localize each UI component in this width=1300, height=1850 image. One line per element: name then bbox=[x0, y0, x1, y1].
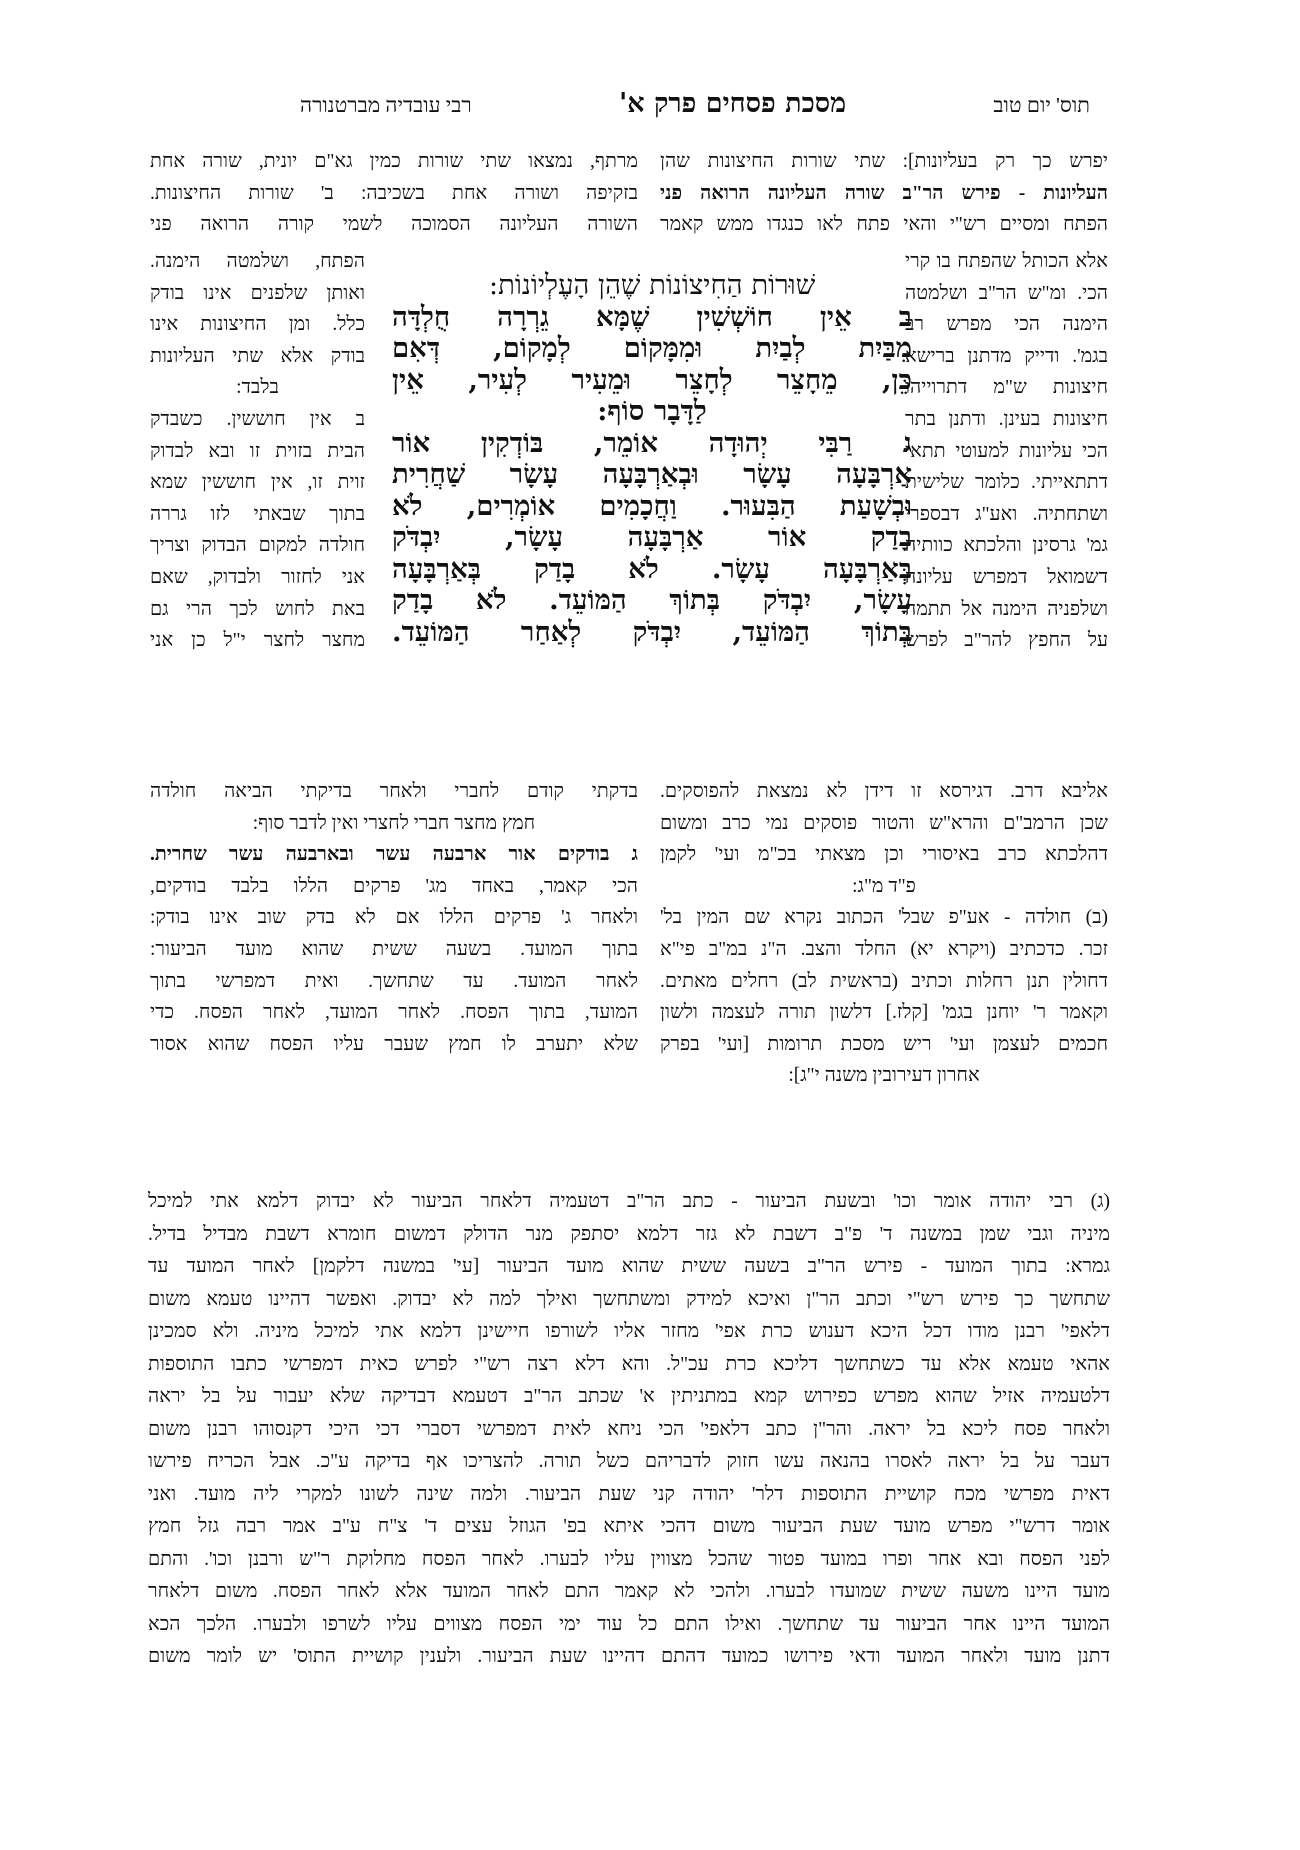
mishnah-line: עָשָׂר, יִבְדֹּק בְּתוֹךְ הַמּוֹעֵד. לֹא בָדַק bbox=[392, 584, 912, 616]
text-line: זכר. כדכתיב (ויקרא יא) החלד והצב. ה"נ במ"ב פי"א bbox=[660, 938, 1108, 960]
text-line: המועד, בתוך הפסח. לאחר המועד, לאחר הפסח. כדי bbox=[150, 1002, 638, 1024]
text-line: דהלכתא כרב באיסורי וכן מצאתי בכ"מ ועי' לקמן bbox=[660, 844, 1108, 866]
mishnah-line: לַדָּבָר סוֹף: bbox=[597, 395, 707, 427]
text-line: באת לחוש לכך הרי גם bbox=[150, 598, 365, 620]
mishnah-line: בְּאַרְבָּעָה עָשָׂר. לֹא בָדַק בְּאַרְבָּעָה bbox=[392, 552, 912, 585]
text-line: ואותן שלפנים אינו בודק bbox=[150, 282, 365, 304]
text-line: הבית בזוית זו ובא לבדוק bbox=[150, 440, 365, 462]
text-line: העליונות - פירש הר"ב שורה העליונה הרואה פני bbox=[660, 182, 1108, 204]
text-line: על החפץ להר"ב לפרש bbox=[905, 630, 1108, 652]
text-line: דחולין תנן רחלות וכתיב (בראשית לב) רחלים מאתים. bbox=[660, 970, 1108, 992]
text-line: שכן הרמב"ם והרא"ש והטור פוסקים נמי כרב ומשום bbox=[660, 812, 1108, 834]
mishnah-line: ב אֵין חוֹשְׁשִׁין שֶׁמָּא גֵרְרָה חֻלְדָּה bbox=[392, 300, 912, 333]
text-line: לפני הפסח ובא אחר ופרו במועד פטור שהכל מצווין עליו לבערו. לאחר הפסח מחלוקת ר"ש ורבנן וכו'. והתם bbox=[148, 1548, 1110, 1570]
text-line: מיניה וגבי שמן במשנה ד' פ"ב דשבת לא גזר דלמא יסתפק מנר הדולק דמשום חומרא דשבת מבדיל בדיל. bbox=[148, 1223, 1110, 1245]
bartenura-lower bbox=[150, 776, 638, 1060]
text-line: דלאפי' רבנן מודו דכל היכא דענוש כרת אפי' מחזר אליו לשורפו חיישינן דלמא אתי למיכל מיניה. ולא סמכינן bbox=[148, 1321, 1110, 1342]
mishnah-title-line: שׁוּרוֹת הַחִיצוֹנוֹת שֶׁהֵן הָעֶלְיוֹנוֹת: bbox=[488, 269, 816, 301]
mishnah-line: מִבַּיִת לְבַיִת וּמִמָּקוֹם לְמָקוֹם, דְּאִם bbox=[392, 332, 912, 364]
text-line: בתוך שבאתי לזו גררה bbox=[150, 503, 365, 525]
tosafot-yom-tov-top bbox=[660, 146, 1108, 241]
mishnah-line: וּבְשָׁעַת הַבִּעוּר. וַחֲכָמִים אוֹמְרִים, לֹא bbox=[392, 489, 912, 522]
text-line: (ב) חולדה - אע"פ שבל' הכתוב נקרא שם המין בל' bbox=[660, 907, 1108, 929]
mishnah-line: בְּתוֹךְ הַמּוֹעֵד, יִבְדֹּק לְאַחַר הַמּוֹעֵד. bbox=[392, 615, 912, 648]
text-line: אליבא דרב. דגירסא זו דידן לא נמצאת להפוסקים. bbox=[660, 781, 1108, 802]
text-line: בודק אלא שתי העליונות bbox=[150, 345, 365, 367]
mishnah-line: אַרְבָּעָה עָשָׂר וּבְאַרְבָּעָה עָשָׂר שַׁחֲרִית bbox=[392, 458, 912, 490]
text-line: הכי עליונות למעוטי תתאי bbox=[905, 440, 1108, 462]
text-line: דעבר על בל יראה לאסרו בהנאה עשו חזוק לדבריהם כשל תורה. להצריכו אף בדיקה ע"כ. אבל הכריח פירשו bbox=[148, 1451, 1110, 1472]
text-line: חכמים לעצמן ועי' ריש מסכת תרומות [ועי' בפרק bbox=[660, 1033, 1108, 1055]
text-line: לאחר המועד. עד שתחשך. ואית דמפרשי בתוך bbox=[150, 970, 638, 992]
text-line: מחצר לחצר י"ל כן אני bbox=[150, 630, 365, 652]
text-line: הכי. ומ"ש הר"ב ושלמטה bbox=[905, 282, 1108, 304]
text-line: הפתח ומסיים רש"י והאי פתח לאו כנגדו ממש קאמר bbox=[660, 214, 1108, 236]
text-line: חולדה למקום הבדוק וצריך bbox=[150, 535, 365, 557]
text-line: וקאמר ר' יוחנן בגמ' [קלז.] דלשון תורה לעצמה ולשון bbox=[660, 1002, 1108, 1024]
text-line: דאית מפרשי מכח קושיית התוספות דלר' יהודה קני שעת הביעור. ולמה שינה לשונו למקרי ליה מועד. ואני bbox=[148, 1483, 1110, 1505]
mishnah-text bbox=[392, 270, 912, 648]
text-line: הימנה הכי מפרש רב bbox=[905, 314, 1108, 336]
text-line: אחרון דעירובין משנה י"ג]: bbox=[788, 1065, 980, 1087]
text-line: ושתחתיה. ואע"ג דבספרי bbox=[905, 503, 1108, 525]
text-line: מרתף, נמצאו שתי שורות כמין גא"ם יונית, שורה אחת bbox=[150, 151, 638, 172]
text-line: בלבד: bbox=[236, 377, 279, 399]
text-line: ולאחר ג' פרקים הללו אם לא בדק שוב אינו בודק: bbox=[150, 907, 638, 929]
text-line: שתחשך כך פירש רש"י וכתב הר"ן ואיכא למידק ומשתחשך ואילך למה לא יבדוק. ואפשר דהיינו טעמא משום bbox=[148, 1288, 1110, 1310]
bartenura-narrow bbox=[150, 246, 365, 657]
header-tractate-title: מסכת פסחים פרק א' bbox=[618, 88, 847, 119]
tosafot-yom-tov-narrow bbox=[905, 246, 1108, 657]
text-line: שלא יתערב לו חמץ שעבר עליו הפסח שהוא אסור bbox=[150, 1033, 638, 1055]
text-line: ב אין חוששין. כשבדק bbox=[150, 408, 365, 430]
text-line: חיצונות בעינן. ודתנן בתר bbox=[905, 408, 1108, 430]
text-line: בזקיפה ושורה אחת בשכיבה: ב' שורות החיצונות. bbox=[150, 182, 638, 204]
text-line: בדקתי קודם לחברי ולאחר בדיקתי הביאה חולדה bbox=[150, 781, 638, 802]
tosafot-yom-tov-lower bbox=[660, 776, 1108, 1092]
text-line: דשמואל דמפרש עליונה bbox=[905, 566, 1108, 588]
text-line: זוית זו, אין חוששין שמא bbox=[150, 472, 365, 494]
text-line: ולאחר פסח ליכא בל יראה. והר"ן כתב דלאפי' הכי ניחא לאית דמפרשי דסברי דכי היכי דקנסוהו רבנן משום bbox=[148, 1418, 1110, 1440]
text-line: השורה העליונה הסמוכה לשמי קורה הרואה פני bbox=[150, 214, 638, 236]
mishnah-line: בָדַק אוֹר אַרְבָּעָה עָשָׂר, יִבְדֹּק bbox=[392, 521, 912, 553]
text-line: הכי קאמר, באחד מג' פרקים הללו בלבד בודקים, bbox=[150, 875, 638, 897]
text-line: בתוך המועד. בשעה ששית שהוא מועד הביעור: bbox=[150, 938, 638, 960]
text-line: דתתאייתי. כלומר שלישית bbox=[905, 472, 1108, 494]
text-line: כלל. ומן החיצונות אינו bbox=[150, 314, 365, 336]
text-line: הפתח, ושלמטה הימנה. bbox=[150, 251, 365, 272]
tosafot-yom-tov-bottom bbox=[148, 1186, 1110, 1674]
text-line: אהאי טעמא אלא עד כשתחשך דליכא כרת עכ"ל. והא דלא רצה רש"י לפרש כאית דמפרשי כתבו התוספות bbox=[148, 1353, 1110, 1375]
text-line: גמ' גרסינן והלכתא כוותיה bbox=[905, 535, 1108, 557]
text-line: אני לחזור ולבדוק, שאם bbox=[150, 566, 365, 588]
text-line: יפרש כך רק בעליונות]: שתי שורות החיצונות שהן bbox=[660, 151, 1108, 172]
text-line: פ"ד מ"ג: bbox=[852, 875, 916, 897]
header-bartenura: רבי עובדיה מברטנורה bbox=[300, 93, 472, 117]
header-tosafot-yom-tov: תוס' יום טוב bbox=[993, 93, 1090, 117]
text-line: ג בודקים אור ארבעה עשר ובארבעה עשר שחרית. bbox=[150, 844, 638, 866]
text-line: דתנן מועד ולאחר המועד ודאי פירושו כמועד דהתם דהיינו שעת הביעור. ולענין קושיית התוס' יש לומר משום bbox=[148, 1646, 1110, 1667]
text-line: אומר דרש"י מפרש מועד שעת הביעור משום דהכי איתא בפ' הגוזל עצים ד' צ"ח ע"ב אמר רבה גזל חמץ bbox=[148, 1516, 1110, 1537]
text-line: ושלפניה הימנה אל תתמה bbox=[905, 598, 1108, 620]
text-line: דלטעמיה אזיל שהוא מפרש כפירוש קמא במתניתין א' שכתב הר"ב דטעמא דבדיקה שלא יעבור על בל יראה bbox=[148, 1386, 1110, 1407]
text-line: מועד היינו משעה ששית שמועדו לבערו. ולהכי לא קאמר התם לאחר המועד אלא לאחר הפסח. משום דלאחר bbox=[148, 1581, 1110, 1602]
text-line: המועד היינו אחר הביעור עד שתחשך. ואילו התם כל עוד ימי הפסח מצווים עליו לשרפו ולבערו. הלכך הכא bbox=[148, 1613, 1110, 1635]
mishnah-line: ג רַבִּי יְהוּדָה אוֹמֵר, בּוֹדְקִין אוֹר bbox=[392, 426, 912, 459]
page-header bbox=[300, 88, 1090, 128]
text-line: חיצונות ש"מ דתרוייהו bbox=[905, 377, 1108, 399]
text-line: חמץ מחצר חברי לחצרי ואין לדבר סוף: bbox=[252, 812, 536, 834]
text-line: אלא הכותל שהפתח בו קרי bbox=[905, 251, 1108, 272]
text-line: בגמ'. ודייק מדתנן ברישא bbox=[905, 345, 1108, 367]
mishnah-line: כֵּן, מֵחָצֵר לְחָצֵר וּמֵעִיר לְעִיר, אֵין bbox=[392, 363, 912, 396]
bartenura-top bbox=[150, 146, 638, 241]
text-line: (ג) רבי יהודה אומר וכו' ובשעת הביעור - כתב הר"ב דטעמיה דלאחר הביעור לא יבדוק דלמא אתי למיכל bbox=[148, 1191, 1110, 1212]
text-line: גמרא: בתוך המועד - פירש הר"ב בשעה ששית שהוא מועד הביעור [עי' במשנה דלקמן] לאחר המועד עד bbox=[148, 1256, 1110, 1277]
